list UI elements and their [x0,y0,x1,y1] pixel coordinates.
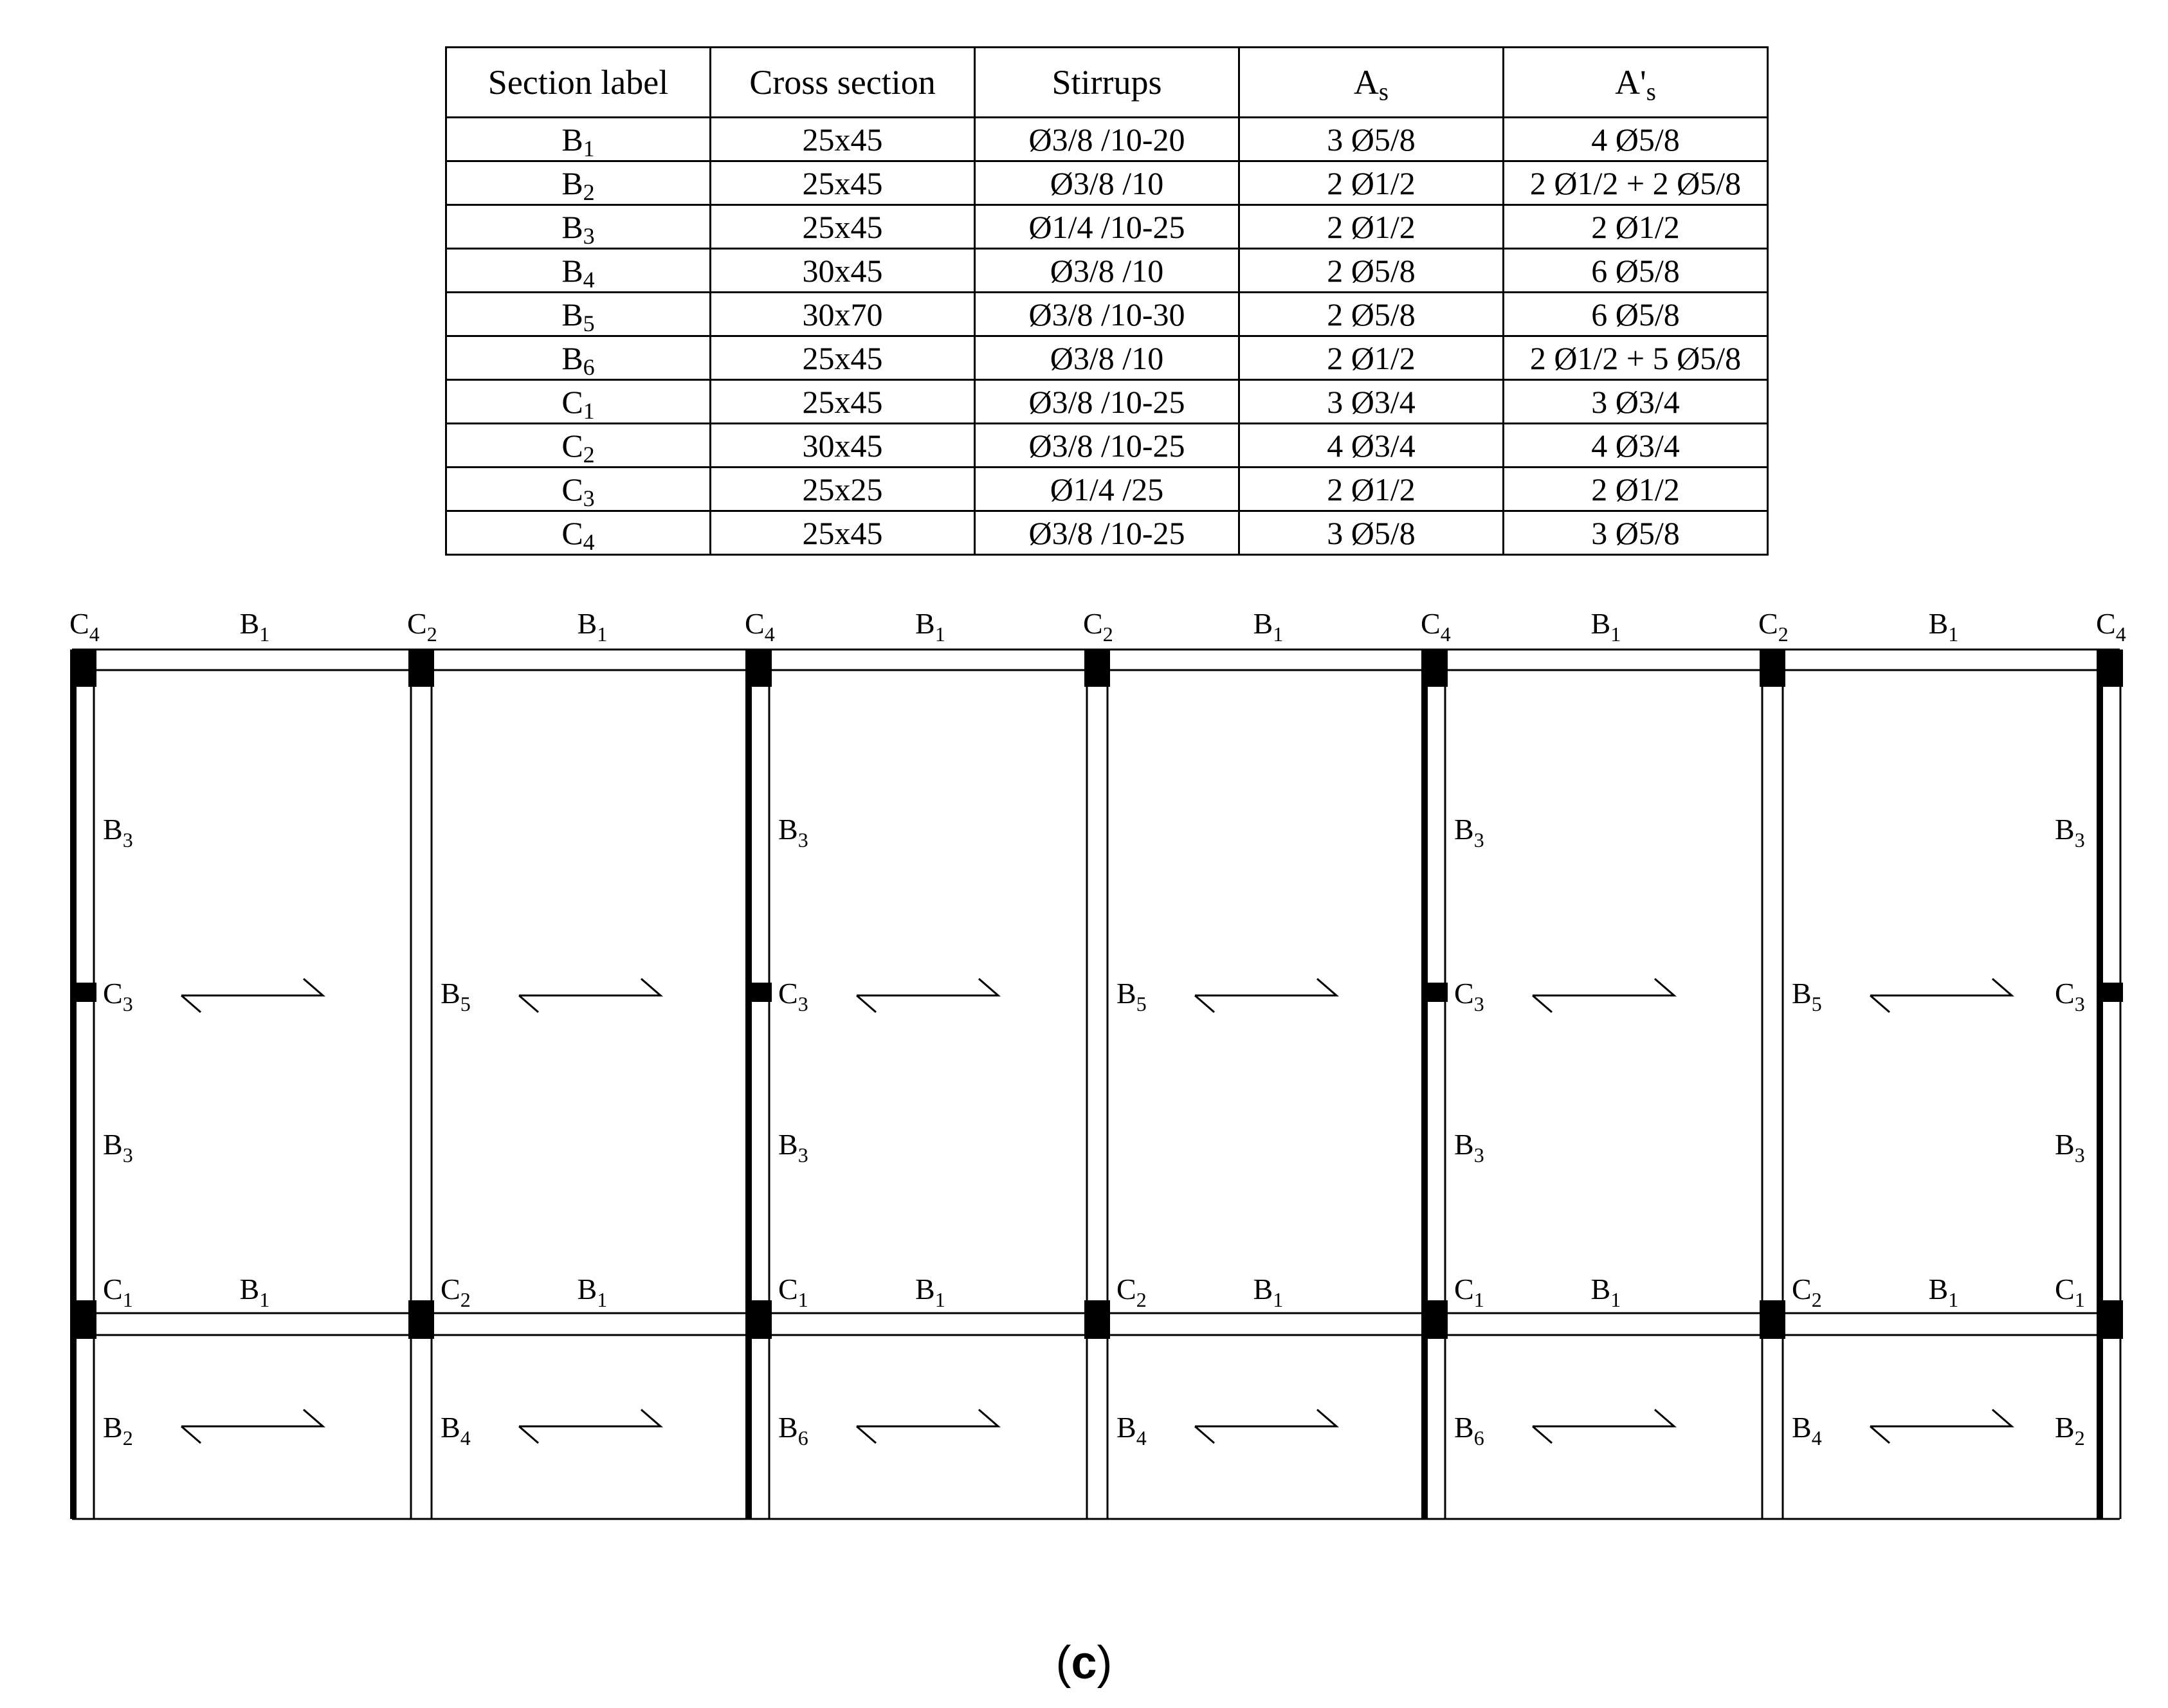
column-top [71,650,96,687]
slab-direction-arrow [1533,995,1552,1012]
cell-cross-section: 30x45 [711,249,975,293]
cell-cross-section: 25x25 [711,468,975,511]
beam-label: $B_3$ [1454,1128,1484,1167]
column-label: $C_1$ [1454,1273,1484,1311]
cell-cross-section: 25x45 [711,205,975,249]
column-mid [2097,1300,2123,1339]
header-cross-section: Cross section [711,48,975,118]
header-stirrups: Stirrups [975,48,1239,118]
cell-stirrups: Ø1/4 /10-25 [975,205,1239,249]
slab-direction-arrow [519,995,538,1012]
cell-cross-section: 25x45 [711,380,975,424]
column-label: $C_4$ [2096,607,2126,646]
cell-as: 3 Ø5/8 [1239,118,1504,161]
beam-label: $B_3$ [778,1128,808,1167]
cell-stirrups: Ø3/8 /10-20 [975,118,1239,161]
column-label: $C_2$ [407,607,437,646]
beam-label: $B_3$ [103,813,133,851]
slab-direction-arrow [857,995,876,1012]
slab-direction-arrow [1533,1426,1552,1443]
slab-direction-arrow [857,1410,998,1426]
cell-cross-section: 30x70 [711,293,975,336]
figure-caption [0,1637,2168,1689]
column-c3 [2097,983,2123,1002]
beam-label: $B_1$ [1590,1273,1621,1311]
beam-label: $B_4$ [441,1411,471,1449]
column-label: $C_2$ [1792,1273,1822,1311]
slab-direction-arrow [1195,995,1214,1012]
column-top [408,650,434,687]
cell-as: 2 Ø5/8 [1239,249,1504,293]
column-label: $C_1$ [103,1273,133,1311]
column-label: $C_2$ [1758,607,1789,646]
cell-as: 3 Ø5/8 [1239,511,1504,555]
column-label: $C_4$ [1421,607,1451,646]
slab-direction-arrow [519,1410,660,1426]
caption-open: ( [1055,1637,1071,1689]
column-label: $C_2$ [1083,607,1113,646]
section-index: 1 [583,397,595,424]
slab-direction-arrow [1870,979,2012,995]
section-index: 1 [583,135,595,161]
cell-stirrups: Ø3/8 /10 [975,336,1239,380]
cell-as: 2 Ø1/2 [1239,205,1504,249]
section-index: 4 [583,529,595,555]
cell-as: 3 Ø3/4 [1239,380,1504,424]
cell-as-prime: 2 Ø1/2 [1504,468,1768,511]
beam-label: $B_5$ [1116,977,1147,1015]
beam-label: $B_5$ [1792,977,1822,1015]
slab-direction-arrow [181,1410,323,1426]
header-as-prime-main: A' [1615,63,1646,102]
header-as-sub: s [1378,78,1389,106]
column-label: $C_3$ [1454,977,1484,1015]
cell-stirrups: Ø3/8 /10 [975,249,1239,293]
section-letter: B [561,296,583,332]
header-as-main: A [1353,63,1379,102]
slab-direction-arrow [857,1426,876,1443]
beam-label: $B_4$ [1116,1411,1147,1449]
section-index: 2 [583,441,595,468]
section-letter: B [561,252,583,289]
cell-cross-section: 25x45 [711,511,975,555]
column-label: $C_1$ [778,1273,808,1311]
column-label: $C_4$ [745,607,775,646]
column-c3 [71,983,96,1002]
slab-direction-arrow [1195,1410,1336,1426]
caption-close: ) [1097,1637,1113,1689]
header-as-prime-sub: s [1646,78,1656,106]
cell-cross-section: 25x45 [711,336,975,380]
section-letter: C [561,471,583,507]
beam-label: $B_4$ [1792,1411,1822,1449]
column-c3 [1422,983,1448,1002]
column-c3 [746,983,772,1002]
cell-as: 2 Ø1/2 [1239,161,1504,205]
beam-label: $B_6$ [778,1411,808,1449]
cell-as: 2 Ø5/8 [1239,293,1504,336]
column-label: $C_1$ [2055,1273,2085,1311]
cell-cross-section: 30x45 [711,424,975,468]
column-top [1084,650,1110,687]
beam-label: $B_1$ [239,607,270,646]
cell-stirrups: Ø1/4 /25 [975,468,1239,511]
slab-direction-arrow [181,979,323,995]
beam-label: $B_6$ [1454,1411,1484,1449]
section-index: 4 [583,266,595,293]
slab-direction-arrow [1533,1410,1674,1426]
column-label: $C_3$ [103,977,133,1015]
slab-direction-arrow [1195,1426,1214,1443]
cell-stirrups: Ø3/8 /10 [975,161,1239,205]
beam-label: $B_3$ [1454,813,1484,851]
slab-direction-arrow [857,979,998,995]
section-letter: C [561,514,583,551]
beam-label: $B_1$ [577,607,608,646]
column-label: $C_3$ [778,977,808,1015]
beam-label: $B_1$ [1590,607,1621,646]
section-letter: C [561,427,583,464]
column-top [1422,650,1448,687]
column-top [746,650,772,687]
column-mid [408,1300,434,1339]
section-index: 6 [583,354,595,380]
cell-stirrups: Ø3/8 /10-25 [975,424,1239,468]
cell-as-prime: 6 Ø5/8 [1504,249,1768,293]
beam-label: $B_3$ [2055,1128,2085,1167]
beam-label: $B_1$ [1928,607,1959,646]
beam-label: $B_3$ [778,813,808,851]
slab-direction-arrow [1870,1410,2012,1426]
slab-direction-arrow [1870,1426,1890,1443]
beam-label: $B_1$ [1253,607,1284,646]
beam-label: $B_1$ [577,1273,608,1311]
slab-direction-arrow [1533,979,1674,995]
slab-direction-arrow [181,1426,201,1443]
cell-cross-section: 25x45 [711,118,975,161]
cell-stirrups: Ø3/8 /10-25 [975,380,1239,424]
beam-label: $B_2$ [103,1411,133,1449]
column-mid [1422,1300,1448,1339]
slab-direction-arrow [519,979,660,995]
beam-label: $B_5$ [441,977,471,1015]
section-letter: B [561,208,583,245]
beam-label: $B_1$ [1253,1273,1284,1311]
section-index: 3 [583,485,595,511]
caption-letter: c [1071,1637,1097,1689]
cell-as: 2 Ø1/2 [1239,336,1504,380]
cell-as-prime: 2 Ø1/2 + 5 Ø5/8 [1504,336,1768,380]
column-top [1760,650,1785,687]
cell-as: 2 Ø1/2 [1239,468,1504,511]
cell-as-prime: 3 Ø3/4 [1504,380,1768,424]
column-mid [746,1300,772,1339]
column-mid [1084,1300,1110,1339]
slab-direction-arrow [1195,979,1336,995]
beam-label: $B_1$ [915,607,945,646]
column-mid [1760,1300,1785,1339]
section-letter: B [561,165,583,201]
beam-label: $B_3$ [103,1128,133,1167]
section-letter: B [561,121,583,158]
column-label: $C_2$ [441,1273,471,1311]
cell-cross-section: 25x45 [711,161,975,205]
column-label: $C_2$ [1116,1273,1147,1311]
cell-as-prime: 2 Ø1/2 [1504,205,1768,249]
cell-as-prime: 6 Ø5/8 [1504,293,1768,336]
cell-stirrups: Ø3/8 /10-30 [975,293,1239,336]
section-index: 2 [583,179,595,205]
column-label: $C_3$ [2055,977,2085,1015]
beam-label: $B_3$ [2055,813,2085,851]
cell-as: 4 Ø3/4 [1239,424,1504,468]
slab-direction-arrow [181,995,201,1012]
beam-label: $B_1$ [1928,1273,1959,1311]
header-section-label: Section label [446,48,711,118]
slab-direction-arrow [1870,995,1890,1012]
cell-as-prime: 3 Ø5/8 [1504,511,1768,555]
slab-direction-arrow [519,1426,538,1443]
cell-as-prime: 2 Ø1/2 + 2 Ø5/8 [1504,161,1768,205]
column-mid [71,1300,96,1339]
section-letter: B [561,340,583,376]
beam-label: $B_1$ [239,1273,270,1311]
cell-stirrups: Ø3/8 /10-25 [975,511,1239,555]
section-letter: C [561,383,583,420]
column-label: $C_4$ [69,607,100,646]
section-index: 5 [583,310,595,336]
cell-as-prime: 4 Ø5/8 [1504,118,1768,161]
beam-label: $B_2$ [2055,1411,2085,1449]
cell-as-prime: 4 Ø3/4 [1504,424,1768,468]
section-index: 3 [583,223,595,249]
column-top [2097,650,2123,687]
beam-label: $B_1$ [915,1273,945,1311]
